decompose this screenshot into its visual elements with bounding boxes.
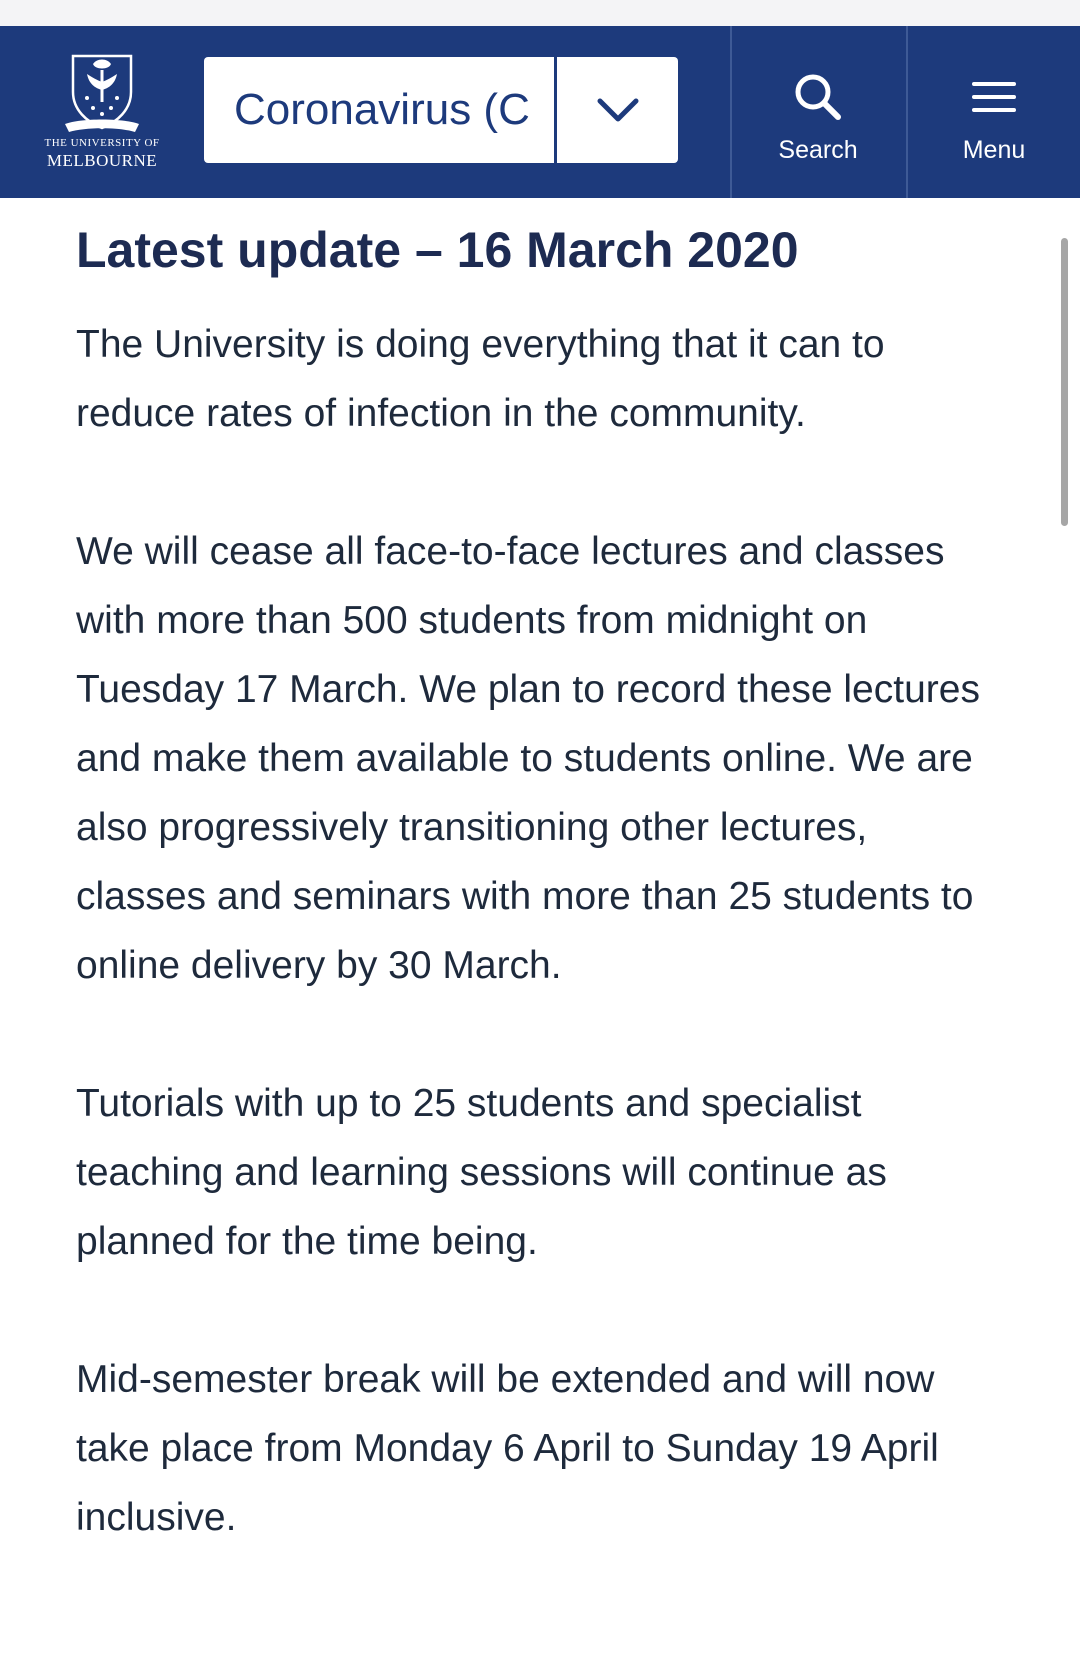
paragraph: Mid-semester break will be extended and will now take place from Monday 6 April to Sunday 19 April inclusive.: [76, 1358, 939, 1539]
university-logo[interactable]: [28, 48, 176, 178]
page-title: Latest update – 16 March 2020: [76, 222, 799, 278]
logo-text-line1: THE UNIVERSITY OF: [44, 137, 160, 149]
section-dropdown[interactable]: [204, 57, 678, 163]
logo-text-line2: MELBOURNE: [46, 151, 158, 170]
crest-icon: [59, 48, 145, 134]
menu-button[interactable]: [906, 26, 1080, 198]
search-button[interactable]: [730, 26, 904, 198]
menu-label: Menu: [962, 136, 1026, 164]
menu-icon: [971, 79, 1017, 115]
article-content: [76, 200, 996, 1552]
dropdown-toggle-button[interactable]: [557, 57, 678, 163]
search-icon: [792, 71, 844, 123]
chevron-down-icon: [596, 96, 640, 124]
paragraph: The University is doing everything that it can to reduce rates of infection in the community.: [76, 323, 885, 435]
paragraph: We will cease all face-to-face lectures and classes with more than 500 students from midnight on Tuesday 17 March. We plan to record these lectures and make them available to students online. We are also progressively transitioning other lectures, classes and seminars with more than 25 students to online delivery by 30 March.: [76, 530, 980, 987]
section-dropdown-value[interactable]: Coronavirus (C: [234, 85, 530, 134]
search-label: Search: [778, 136, 858, 164]
status-bar: [0, 0, 1080, 26]
paragraph: Tutorials with up to 25 students and specialist teaching and learning sessions will continue as planned for the time being.: [76, 1082, 887, 1263]
site-header: [0, 26, 1080, 198]
scrollbar-thumb[interactable]: [1061, 238, 1068, 526]
